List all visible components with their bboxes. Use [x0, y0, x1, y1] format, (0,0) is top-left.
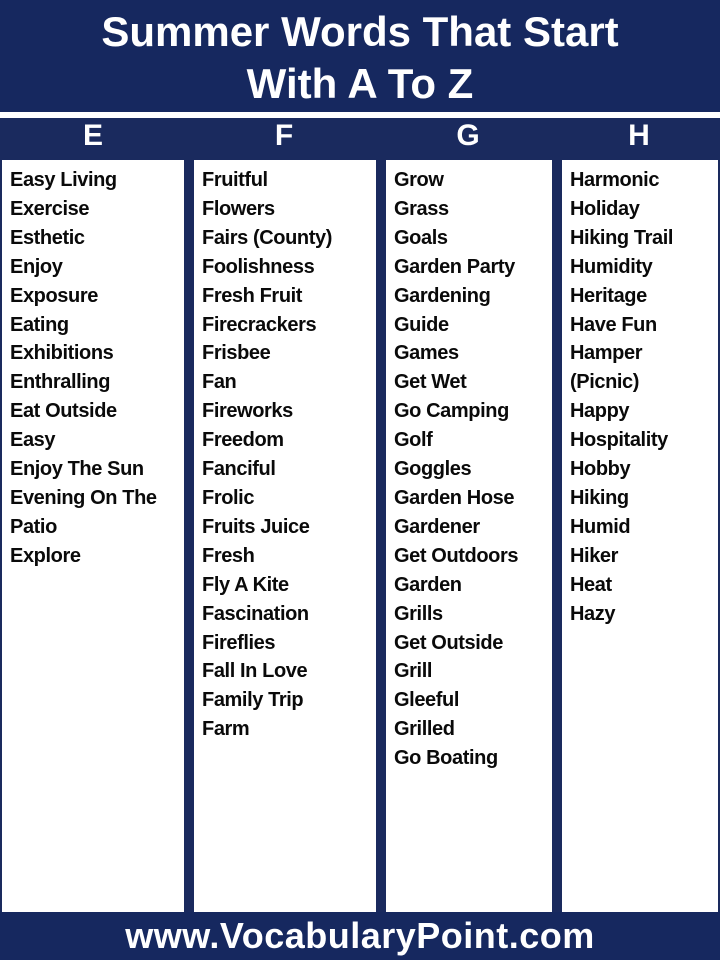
list-item: Goals — [394, 226, 448, 249]
list-item: Fly A Kite — [202, 573, 289, 596]
list-item: Hobby — [570, 458, 631, 481]
list-item: Evening On The — [10, 486, 157, 509]
list-item: Exhibitions — [10, 342, 114, 365]
list-item: Garden — [394, 573, 462, 596]
list-item: Exposure — [10, 284, 98, 307]
list-item: Esthetic — [10, 226, 85, 249]
list-item: Get Outside — [394, 631, 503, 654]
list-item: Grow — [394, 169, 444, 191]
column-header-f: F — [192, 120, 376, 152]
list-item: Fireworks — [202, 400, 293, 423]
list-item: Grill — [394, 660, 433, 683]
list-item: Gardener — [394, 515, 480, 538]
list-item: Go Boating — [394, 747, 498, 770]
list-item: Farm — [202, 718, 250, 741]
column-e — [2, 160, 184, 912]
list-item: Grass — [394, 197, 449, 220]
word-list-h — [570, 166, 718, 629]
list-item: Enjoy — [10, 255, 63, 278]
list-item: Firecrackers — [202, 313, 317, 336]
list-item: Explore — [10, 544, 81, 567]
list-item: Go Camping — [394, 400, 509, 423]
title-line-2: With A To Z — [246, 60, 474, 107]
list-item: Easy Living — [10, 169, 117, 191]
list-item: Easy — [10, 429, 56, 452]
list-item: Grills — [394, 602, 443, 625]
list-item: Hiking — [570, 486, 629, 509]
list-item: Games — [394, 342, 459, 365]
footer-website: www.VocabularyPoint.com — [0, 912, 720, 960]
list-item: Gleeful — [394, 689, 459, 712]
title-line-1: Summer Words That Start — [101, 8, 619, 55]
column-header-g: G — [384, 120, 552, 152]
list-item: Humidity — [570, 255, 653, 278]
list-item: Family Trip — [202, 689, 304, 712]
word-list-f — [202, 166, 376, 744]
list-item: Guide — [394, 313, 449, 336]
list-item: Flowers — [202, 197, 275, 220]
list-item: Fireflies — [202, 631, 276, 654]
list-item: Fresh Fruit — [202, 284, 303, 307]
divider — [0, 112, 720, 118]
list-item: Fascination — [202, 602, 309, 625]
list-item: Fanciful — [202, 458, 276, 481]
list-item: Exercise — [10, 197, 90, 220]
list-item: Get Outdoors — [394, 544, 519, 567]
list-item: Freedom — [202, 429, 284, 452]
list-item: (Picnic) — [570, 371, 640, 394]
list-item: Eating — [10, 313, 69, 336]
list-item: Golf — [394, 429, 433, 452]
list-item: Hiking Trail — [570, 226, 674, 249]
list-item: Hiker — [570, 544, 619, 567]
page-title — [0, 0, 720, 112]
list-item: Frisbee — [202, 342, 271, 365]
list-item: Garden Hose — [394, 486, 515, 509]
list-item: Get Wet — [394, 371, 467, 394]
column-g — [386, 160, 552, 912]
column-h — [562, 160, 718, 912]
list-item: Harmonic — [570, 169, 660, 191]
list-item: Fruitful — [202, 169, 268, 191]
list-item: Holiday — [570, 197, 640, 220]
list-item: Garden Party — [394, 255, 515, 278]
list-item: Happy — [570, 400, 630, 423]
list-item: Hamper — [570, 342, 643, 365]
word-list-g — [394, 166, 552, 773]
list-item: Enjoy The Sun — [10, 458, 144, 481]
list-item: Hospitality — [570, 429, 668, 452]
list-item: Fruits Juice — [202, 515, 310, 538]
list-item: Gardening — [394, 284, 491, 307]
word-list-e — [10, 166, 184, 571]
list-item: Heat — [570, 573, 612, 596]
list-item: Fairs (County) — [202, 226, 332, 249]
list-item: Goggles — [394, 458, 472, 481]
list-item: Grilled — [394, 718, 455, 741]
list-item: Frolic — [202, 486, 255, 509]
list-item: Heritage — [570, 284, 647, 307]
list-item: Have Fun — [570, 313, 657, 336]
column-f — [194, 160, 376, 912]
column-header-h: H — [560, 120, 718, 152]
list-item: Fall In Love — [202, 660, 308, 683]
list-item: Hazy — [570, 602, 616, 625]
list-item: Fresh — [202, 544, 255, 567]
list-item: Eat Outside — [10, 400, 117, 423]
list-item: Foolishness — [202, 255, 315, 278]
list-item: Humid — [570, 515, 631, 538]
list-item: Patio — [10, 515, 57, 538]
list-item: Fan — [202, 371, 237, 394]
list-item: Enthralling — [10, 371, 111, 394]
column-header-e: E — [2, 120, 184, 152]
